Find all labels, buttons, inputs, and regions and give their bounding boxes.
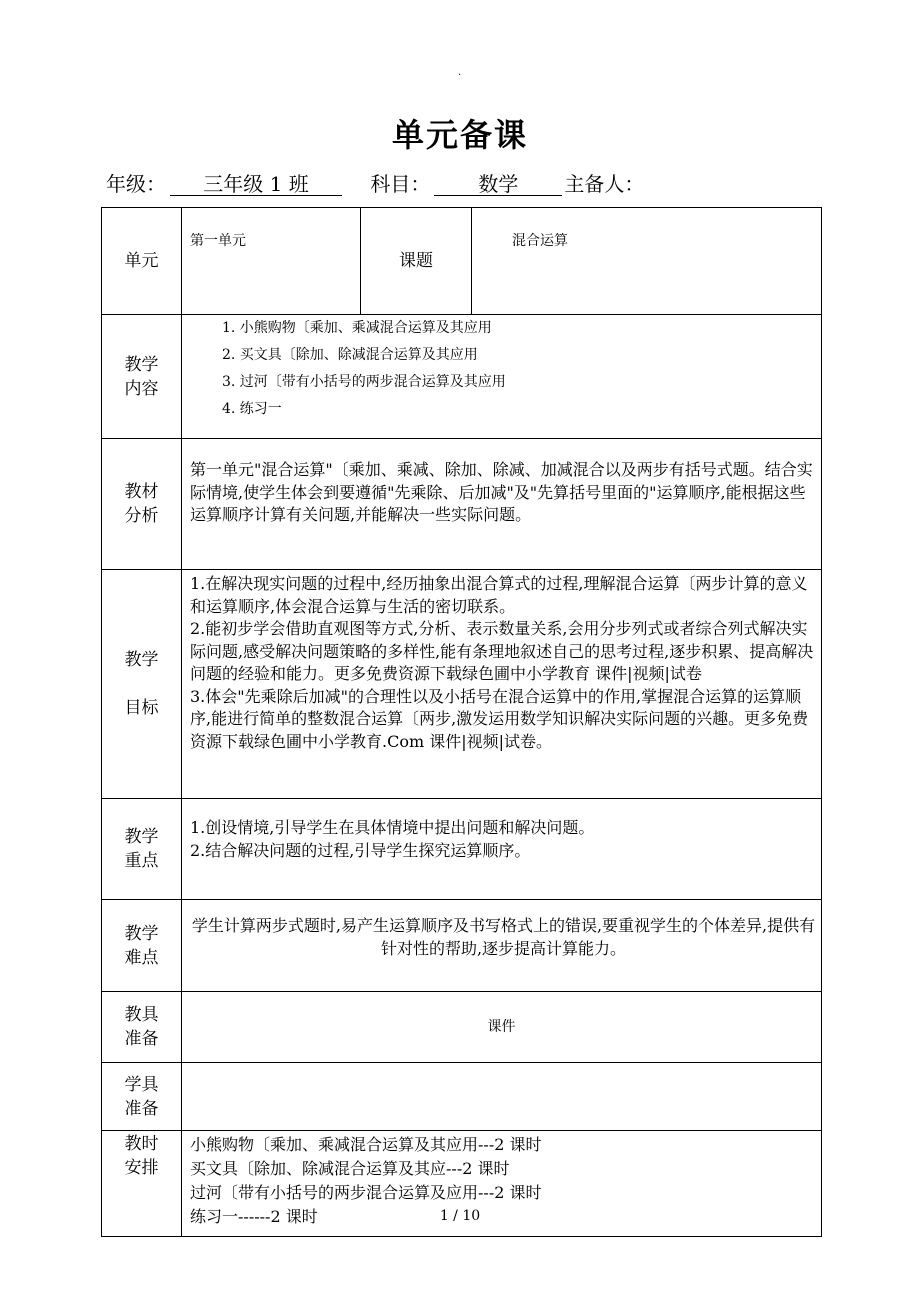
header-info <box>106 170 644 198</box>
key-label-1: 教学 <box>124 827 159 847</box>
row-student-tools <box>102 1063 822 1131</box>
row-teaching-goals <box>102 570 822 799</box>
key-item: 2.结合解决问题的过程,引导学生探究运算顺序。 <box>190 840 531 860</box>
page-title: 单元备课 <box>391 116 528 154</box>
unit-label: 单元 <box>124 251 159 271</box>
goal-item: 2.能初步学会借助直观图等方式,分析、表示数量关系,会用分步列式或者综合列式解决实际问题,感受解决问题策略的多样性,能有条理地叙述自己的思考过程,逐步积累、提高解决问题的经验和能力。更多免费资源下载绿色圃中小学教育 课件|视频|试卷 <box>190 619 814 683</box>
stools-cell <box>182 1063 822 1131</box>
diff-text: 学生计算两步式题时,易产生运算顺序及书写格式上的错误,要重视学生的个体差异,提供有针对性的帮助,逐步提高计算能力。 <box>191 916 816 958</box>
unit-value-cell <box>182 208 361 315</box>
goals-label-1: 教学 <box>124 650 159 670</box>
page-number: 1 / 10 <box>439 1208 481 1224</box>
row-difficulties <box>102 900 822 992</box>
analysis-label-cell <box>102 439 182 570</box>
grade-label: 年级： <box>106 172 166 196</box>
stools-label-1: 学具 <box>124 1074 159 1095</box>
row-teaching-content <box>102 315 822 439</box>
owner-label: 主备人： <box>564 172 645 196</box>
key-cell <box>182 799 822 900</box>
topic-value: 混合运算 <box>512 233 568 249</box>
content-label-2: 内容 <box>124 378 159 399</box>
sched-item: 小熊购物〔乘加、乘减混合运算及其应用---2 课时 <box>190 1135 542 1154</box>
diff-label-cell <box>102 900 182 992</box>
tools-value: 课件 <box>487 1018 516 1035</box>
analysis-label-2: 分析 <box>124 506 159 526</box>
sched-label-2: 安排 <box>124 1158 159 1178</box>
topic-label: 课题 <box>399 251 433 271</box>
diff-cell <box>182 900 822 992</box>
content-label-1: 教学 <box>124 354 159 375</box>
diff-label-2: 难点 <box>124 947 159 968</box>
grade-value: 三年级 1 班 <box>170 173 342 196</box>
row-teacher-tools <box>102 992 822 1063</box>
subject-value: 数学 <box>434 173 562 196</box>
stools-label-cell <box>102 1063 182 1131</box>
topic-label-cell <box>361 208 472 315</box>
topic-value-cell <box>472 208 822 315</box>
sched-item: 买文具〔除加、除减混合运算及其应---2 课时 <box>190 1159 510 1178</box>
diff-label-1: 教学 <box>124 923 159 944</box>
content-item: 4. 练习一 <box>222 401 282 417</box>
sched-label-1: 教时 <box>124 1134 159 1154</box>
tools-cell <box>182 992 822 1063</box>
row-material-analysis <box>102 439 822 570</box>
content-item: 2. 买文具〔除加、除减混合运算及其应用 <box>222 347 478 363</box>
sched-item: 过河〔带有小括号的两步混合运算及应用---2 课时 <box>190 1183 542 1202</box>
goal-item: 3.体会"先乘除后加减"的合理性以及小括号在混合运算中的作用,掌握混合运算的运算顺序,能进行简单的整数混合运算〔两步,激发运用数学知识解决实际问题的兴趣。更多免费资源下载绿色圃中小学教育.Com 课件|视频|试卷。 <box>190 686 809 751</box>
goals-label-2: 目标 <box>124 698 159 718</box>
analysis-text: 第一单元"混合运算"〔乘加、乘减、除加、除减、加减混合以及两步有括号式题。结合实际情境,使学生体会到要遵循"先乘除、后加减"及"先算括号里面的"运算顺序,能根据这些运算顺序计算有关问题,并能解决一些实际问题。 <box>190 460 813 524</box>
content-label-cell <box>102 315 182 439</box>
content-item: 3. 过河〔带有小括号的两步混合运算及其应用 <box>222 374 506 390</box>
goals-label-cell <box>102 570 182 799</box>
content-item: 1. 小熊购物〔乘加、乘减混合运算及其应用 <box>222 320 492 336</box>
analysis-label-1: 教材 <box>124 482 159 502</box>
lesson-plan-table <box>101 207 822 1237</box>
tools-label-1: 教具 <box>124 1005 159 1025</box>
goals-cell <box>182 570 822 799</box>
key-label-2: 重点 <box>124 851 159 871</box>
sched-item: 练习一------2 课时 <box>190 1207 318 1226</box>
key-label-cell <box>102 799 182 900</box>
row-key-points <box>102 799 822 900</box>
row-unit <box>102 208 822 315</box>
goal-item: 1.在解决现实问题的过程中,经历抽象出混合算式的过程,理解混合运算〔两步计算的意义和运算顺序,体会混合运算与生活的密切联系。 <box>190 574 808 616</box>
unit-label-cell <box>102 208 182 315</box>
subject-label: 科目： <box>370 172 431 196</box>
top-mark: . <box>458 67 462 78</box>
content-cell <box>182 315 822 439</box>
analysis-cell <box>182 439 822 570</box>
unit-value: 第一单元 <box>190 233 246 249</box>
key-item: 1.创设情境,引导学生在具体情境中提出问题和解决问题。 <box>190 818 595 837</box>
tools-label-2: 准备 <box>124 1029 159 1049</box>
stools-label-2: 准备 <box>124 1098 159 1119</box>
tools-label-cell <box>102 992 182 1063</box>
